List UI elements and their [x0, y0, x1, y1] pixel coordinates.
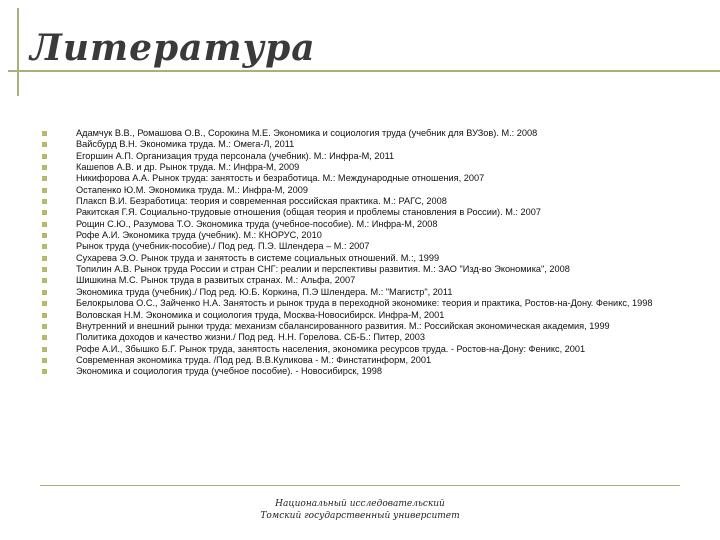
square-bullet-icon — [42, 244, 47, 249]
reference-item — [42, 264, 682, 275]
reference-text: Адамчук В.В., Ромашова О.В., Сорокина М.Е. Экономика и социология труда (учебник для ВУЗов). М.: 2008 — [76, 128, 538, 138]
square-bullet-icon — [42, 313, 47, 318]
square-bullet-icon — [42, 267, 47, 272]
reference-text: Шишкина М.С. Рынок труда в развитых странах. М.: Альфа, 2007 — [76, 275, 356, 286]
square-bullet-icon — [42, 176, 47, 181]
reference-item — [42, 196, 682, 207]
reference-text: Политика доходов и качество жизни./ Под ред. Н.Н. Горелова. СБ-Б.: Питер, 2003 — [76, 332, 426, 343]
reference-text: Рощин С.Ю., Разумова Т.О. Экономика труда (учебное-пособие). М.: Инфра-М, 2008 — [76, 218, 438, 229]
square-bullet-icon — [42, 278, 47, 283]
footer — [0, 498, 720, 522]
reference-text: Воловская Н.М. Экономика и социология труда, Москва-Новосибирск. Инфра-М, 2001 — [76, 309, 445, 320]
reference-item — [42, 287, 682, 298]
square-bullet-icon — [42, 154, 47, 159]
square-bullet-icon — [42, 142, 47, 147]
square-bullet-icon — [42, 222, 47, 227]
reference-item — [42, 366, 682, 377]
reference-item — [42, 219, 682, 230]
title-area — [30, 26, 710, 70]
reference-item — [42, 253, 682, 264]
reference-text: Ракитская Г.Я. Социально-трудовые отношения (общая теория и проблемы становления в России). М.: 2007 — [76, 207, 541, 218]
reference-list — [42, 128, 682, 378]
reference-item — [42, 355, 682, 366]
footer-line-2: Томский государственный университет — [260, 511, 460, 521]
reference-item — [42, 162, 682, 173]
reference-item — [42, 128, 682, 139]
reference-item — [42, 230, 682, 241]
reference-item — [42, 185, 682, 196]
reference-item — [42, 321, 682, 332]
footer-rule — [40, 485, 680, 486]
square-bullet-icon — [42, 358, 47, 363]
reference-item — [42, 207, 682, 218]
reference-text: Экономика и социология труда (учебное пособие). - Новосибирск, 1998 — [76, 366, 382, 377]
reference-text: Вайсбурд В.Н. Экономика труда. М.: Омега-Л, 2011 — [76, 139, 295, 150]
reference-text: Никифорова А.А. Рынок труда: занятость и безработица. М.: Международные отношения, 2007 — [76, 173, 485, 184]
square-bullet-icon — [42, 301, 47, 306]
reference-text: Плаксп В.И. Безработица: теория и современная российская практика. М.: РАГС, 2008 — [76, 196, 447, 207]
reference-item — [42, 241, 682, 252]
slide-title: Литература — [30, 27, 316, 69]
reference-text: Рофе А.И. Экономика труда (учебник). М.: КНОРУС, 2010 — [76, 230, 322, 241]
reference-item — [42, 139, 682, 150]
reference-item — [42, 332, 682, 343]
reference-text: Сухарева Э.О. Рынок труда и занятость в системе социальных отношений. М.:, 1999 — [76, 252, 440, 263]
square-bullet-icon — [42, 290, 47, 295]
square-bullet-icon — [42, 233, 47, 238]
reference-text: Внутренний и внешний рынки труда: механизм сбалансированного развития. М.: Российская экономическая академия, 1999 — [76, 320, 610, 331]
reference-text: Кашепов А.В. и др. Рынок труда. М.: Инфра-М, 2009 — [76, 162, 300, 173]
footer-line-1: Национальный исследовательский — [275, 499, 445, 509]
reference-text: Егоршин А.П. Организация труда персонала (учебник). М.: Инфра-М, 2011 — [76, 150, 395, 161]
reference-text: Рофе А.И., Збышко Б.Г. Рынок труда, занятость населения, экономика ресурсов труда. - Ростов-на-Дону: Феникс, 2001 — [76, 343, 586, 354]
reference-text: Топилин А.В. Рынок труда России и стран СНГ: реалии и перспективы развития. М.: ЗАО "Изд-во Экономика", 2008 — [76, 264, 570, 275]
square-bullet-icon — [42, 188, 47, 193]
square-bullet-icon — [42, 347, 47, 352]
square-bullet-icon — [42, 165, 47, 170]
square-bullet-icon — [42, 131, 47, 136]
square-bullet-icon — [42, 256, 47, 261]
square-bullet-icon — [42, 335, 47, 340]
reference-item — [42, 275, 682, 286]
reference-item — [42, 151, 682, 162]
reference-text: Белокрылова О.С., Зайченко Н.А. Занятость и рынок труда в переходной экономике: теория и практика, Ростов-на-Дону. Феникс, 1998 — [76, 298, 653, 309]
reference-item — [42, 344, 682, 355]
square-bullet-icon — [42, 199, 47, 204]
title-vertical-rule — [17, 8, 19, 96]
square-bullet-icon — [42, 210, 47, 215]
reference-text: Современная экономика труда. /Под ред. В.В.Куликова - М.: Финстатинформ, 2001 — [76, 354, 432, 365]
reference-text: Экономика труда (учебник)./ Под ред. Ю.Б. Коркина, П.Э Шлендера. М.: "Магистр", 2011 — [76, 286, 453, 297]
reference-text: Рынок труда (учебник-пособие)./ Под ред. П.Э. Шлендера – М.: 2007 — [76, 241, 370, 252]
reference-item — [42, 310, 682, 321]
reference-item — [42, 298, 682, 309]
square-bullet-icon — [42, 324, 47, 329]
square-bullet-icon — [42, 369, 47, 374]
title-horizontal-rule — [8, 70, 720, 72]
reference-text: Остапенко Ю.М. Экономика труда. М.: Инфра-М, 2009 — [76, 184, 308, 195]
reference-item — [42, 173, 682, 184]
